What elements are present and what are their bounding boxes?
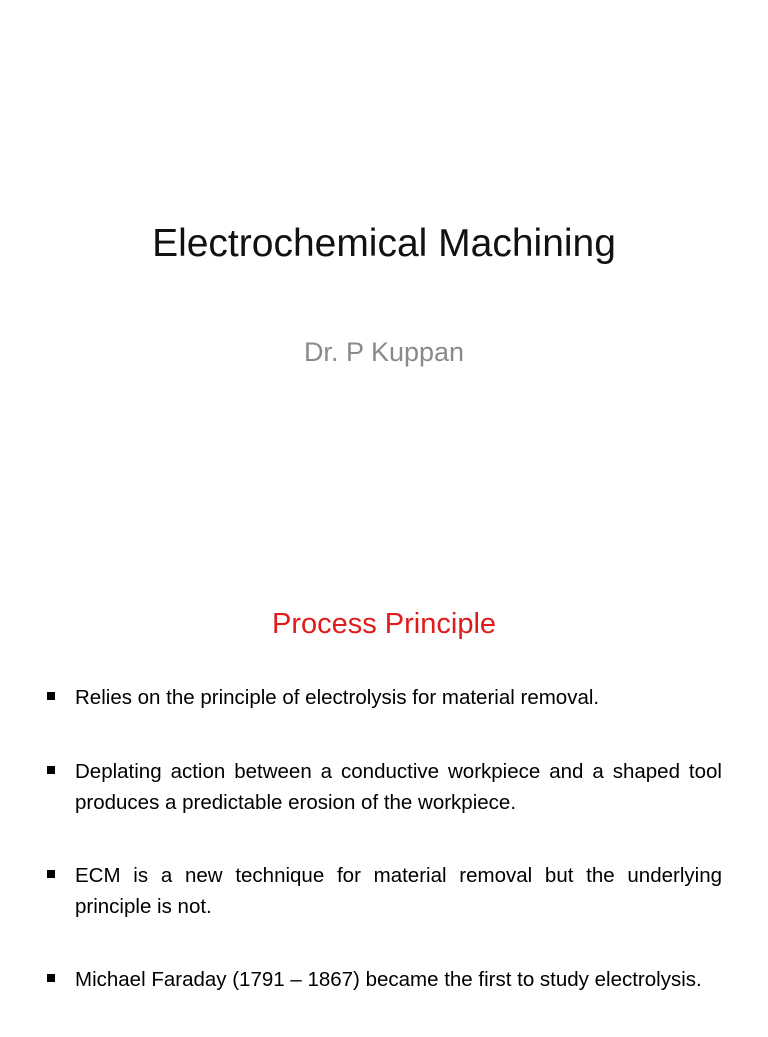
square-bullet-icon xyxy=(47,692,55,700)
slide-subtitle-author: Dr. P Kuppan xyxy=(303,337,465,367)
bullet-text: Deplating action between a conductive workpiece and a shaped tool produces a predictable erosion of the workpiece. xyxy=(75,760,722,814)
bullet-item xyxy=(44,964,722,995)
bullet-text: Michael Faraday (1791 – 1867) became the first to study electrolysis. xyxy=(75,968,702,991)
bullet-text: Relies on the principle of electrolysis for material removal. xyxy=(75,686,600,709)
bullet-list xyxy=(44,682,722,1037)
section-heading: Process Principle xyxy=(271,608,497,640)
bullet-item xyxy=(44,756,722,818)
bullet-item xyxy=(44,860,722,922)
bullet-item xyxy=(44,682,722,713)
square-bullet-icon xyxy=(47,870,55,878)
bullet-text: ECM is a new technique for material removal but the underlying principle is not. xyxy=(75,864,722,918)
square-bullet-icon xyxy=(47,974,55,982)
slide-title: Electrochemical Machining xyxy=(152,222,616,265)
square-bullet-icon xyxy=(47,766,55,774)
